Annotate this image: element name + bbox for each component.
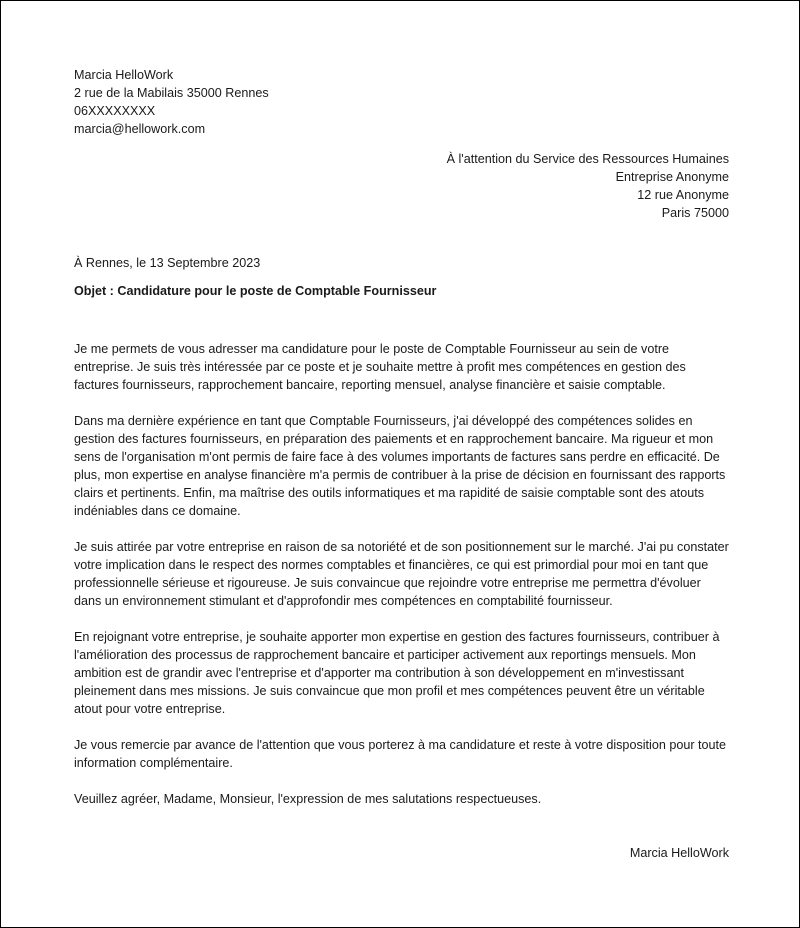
letter-content	[74, 66, 729, 862]
recipient-block	[74, 150, 729, 222]
recipient-street: 12 rue Anonyme	[637, 188, 729, 202]
date-line: À Rennes, le 13 Septembre 2023	[74, 256, 261, 270]
subject-line: Objet : Candidature pour le poste de Comptable Fournisseur	[74, 284, 437, 298]
sender-email: marcia@hellowork.com	[74, 122, 206, 136]
sender-address: 2 rue de la Mabilais 35000 Rennes	[74, 86, 269, 100]
closing-formula: Veuillez agréer, Madame, Monsieur, l'expression de mes salutations respectueuses.	[74, 792, 542, 806]
sender-phone: 06XXXXXXXX	[74, 104, 156, 118]
recipient-attention: À l'attention du Service des Ressources Humaines	[446, 152, 729, 166]
signature: Marcia HelloWork	[629, 846, 729, 860]
sender-block	[74, 66, 729, 138]
body-paragraph: Je vous remercie par avance de l'attention que vous porterez à ma candidature et reste à votre disposition pour toute information complémentaire.	[74, 738, 727, 770]
body-paragraph: Je me permets de vous adresser ma candidature pour le poste de Comptable Fournisseur au sein de votre entreprise. Je suis très intéressée par ce poste et je souhaite mettre à profit mes compétences en gestion des factures fournisseurs, rapprochement bancaire, reporting mensuel, analyse financière et saisie comptable.	[74, 342, 686, 392]
body-paragraph: Je suis attirée par votre entreprise en raison de sa notoriété et de son positionnement sur le marché. J'ai pu constater votre implication dans le respect des normes comptables et financières, ce qui est primordial pour moi en tant que professionnelle sérieuse et rigoureuse. Je suis convaincue que rejoindre votre entreprise me permettra d'évoluer dans un environnement stimulant et d'approfondir mes compétences en comptabilité fournisseur.	[74, 540, 729, 608]
sender-name: Marcia HelloWork	[74, 68, 174, 82]
recipient-city: Paris 75000	[661, 206, 729, 220]
body-paragraph: En rejoignant votre entreprise, je souhaite apporter mon expertise en gestion des factures fournisseurs, contribuer à l'amélioration des processus de rapprochement bancaire et participer activement aux reportings mensuels. Mon ambition est de grandir avec l'entreprise et d'apporter ma contribution à son développement en m'investissant pleinement dans mes missions. Je suis convaincue que mon profil et mes compétences peuvent être un véritable atout pour votre entreprise.	[74, 630, 720, 716]
recipient-company: Entreprise Anonyme	[615, 170, 729, 184]
letter-body	[74, 340, 729, 808]
body-paragraph: Dans ma dernière expérience en tant que Comptable Fournisseurs, j'ai développé des compétences solides en gestion des factures fournisseurs, en préparation des paiements et en rapprochement bancaire. Ma rigueur et mon sens de l'organisation m'ont permis de faire face à des volumes importants de factures sans perdre en efficacité. De plus, mon expertise en analyse financière m'a permis de contribuer à la prise de décision en fournissant des rapports clairs et pertinents. Enfin, ma maîtrise des outils informatiques et ma rapidité de saisie comptable sont des atouts indéniables dans ce domaine.	[74, 414, 726, 518]
